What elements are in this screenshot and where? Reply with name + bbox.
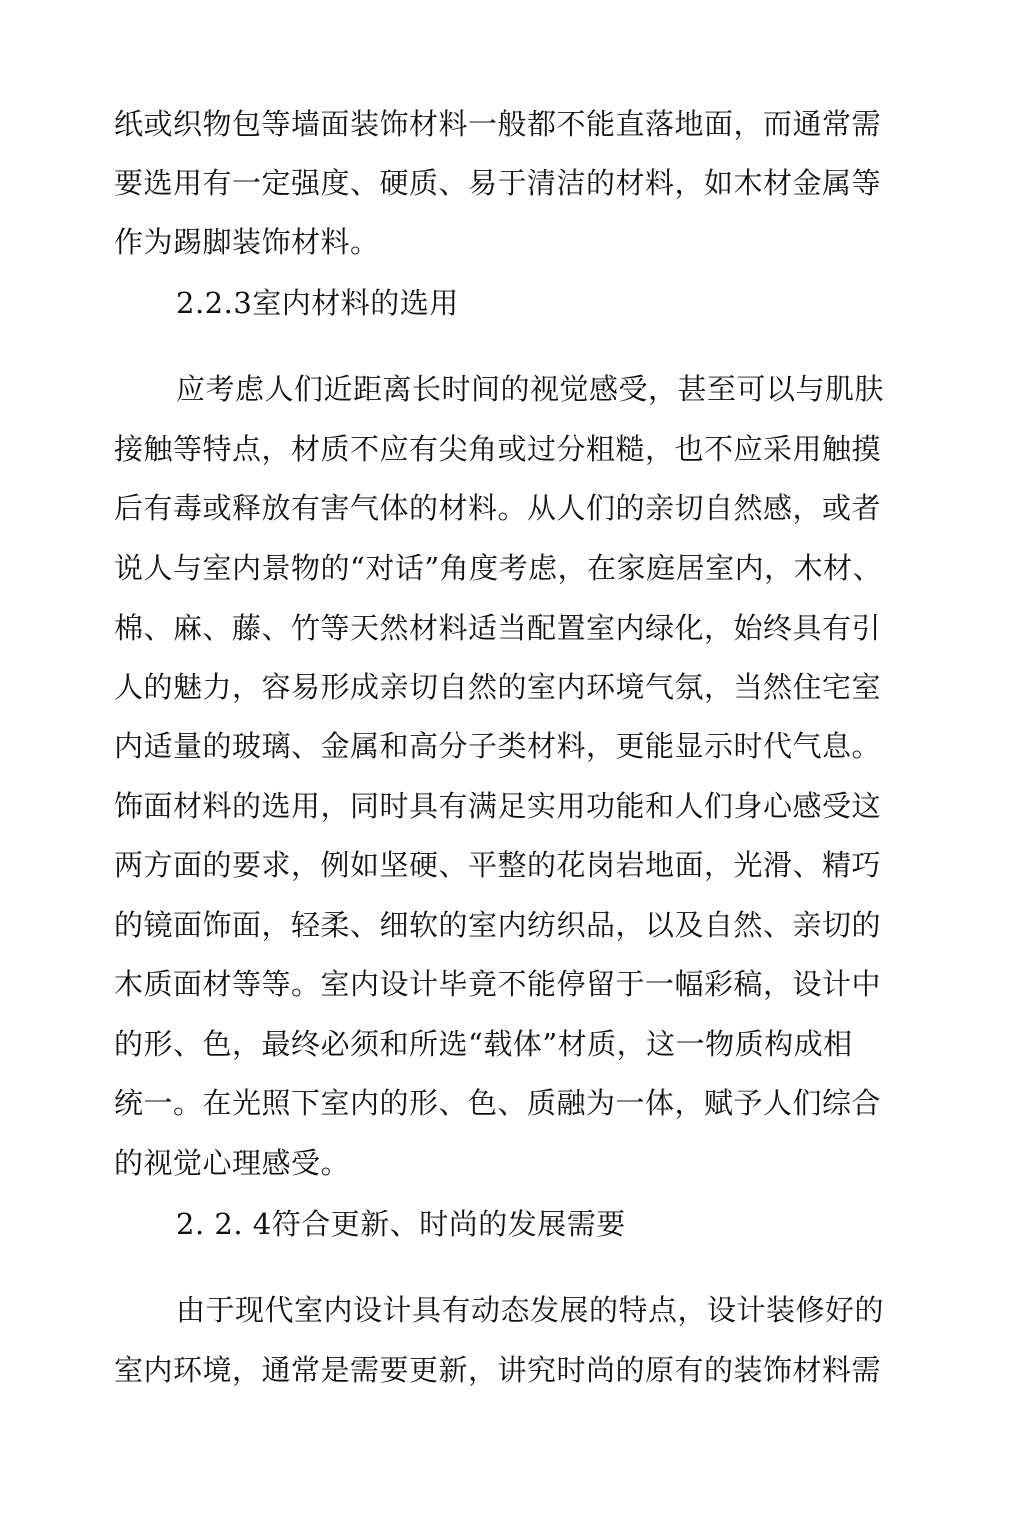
text-line: 人的魅力，容易形成亲切自然的室内环境气氛，当然住宅室 bbox=[114, 670, 882, 704]
text-line: 纸或织物包等墙面装饰材料一般都不能直落地面，而通常需 bbox=[114, 107, 882, 141]
text-line: 棉、麻、藤、竹等天然材料适当配置室内绿化，始终具有引 bbox=[114, 611, 882, 645]
text-line: 内适量的玻璃、金属和高分子类材料，更能显示时代气息。 bbox=[114, 729, 882, 763]
text-line: 两方面的要求，例如坚硬、平整的花岗岩地面，光滑、精巧 bbox=[114, 848, 882, 882]
section-heading-2-2-4: 2. 2. 4符合更新、时尚的发展需要 bbox=[176, 1207, 626, 1241]
section-heading-2-2-3: 2.2.3室内材料的选用 bbox=[176, 286, 459, 320]
text-line: 的形、色，最终必须和所选“载体”材质，这一物质构成相 bbox=[114, 1027, 853, 1061]
text-line: 木质面材等等。室内设计毕竟不能停留于一幅彩稿，设计中 bbox=[114, 967, 882, 1001]
text-line: 要选用有一定强度、硬质、易于清洁的材料，如木材金属等 bbox=[114, 166, 882, 200]
text-line: 后有毒或释放有害气体的材料。从人们的亲切自然感，或者 bbox=[114, 491, 882, 525]
text-line: 统一。在光照下室内的形、色、质融为一体，赋予人们综合 bbox=[114, 1086, 882, 1120]
text-line: 作为踢脚装饰材料。 bbox=[114, 225, 380, 259]
text-line: 说人与室内景物的“对话”角度考虑，在家庭居室内，木材、 bbox=[114, 551, 883, 585]
text-line: 接触等特点，材质不应有尖角或过分粗糙，也不应采用触摸 bbox=[114, 432, 882, 466]
paragraph-first-line: 应考虑人们近距离长时间的视觉感受，甚至可以与肌肤 bbox=[176, 372, 885, 406]
paragraph-first-line: 由于现代室内设计具有动态发展的特点，设计装修好的 bbox=[176, 1293, 885, 1327]
text-line: 室内环境，通常是需要更新，讲究时尚的原有的装饰材料需 bbox=[114, 1353, 882, 1387]
text-line: 的镜面饰面，轻柔、细软的室内纺织品，以及自然、亲切的 bbox=[114, 908, 882, 942]
text-line: 饰面材料的选用，同时具有满足实用功能和人们身心感受这 bbox=[114, 789, 882, 823]
text-line: 的视觉心理感受。 bbox=[114, 1146, 351, 1180]
